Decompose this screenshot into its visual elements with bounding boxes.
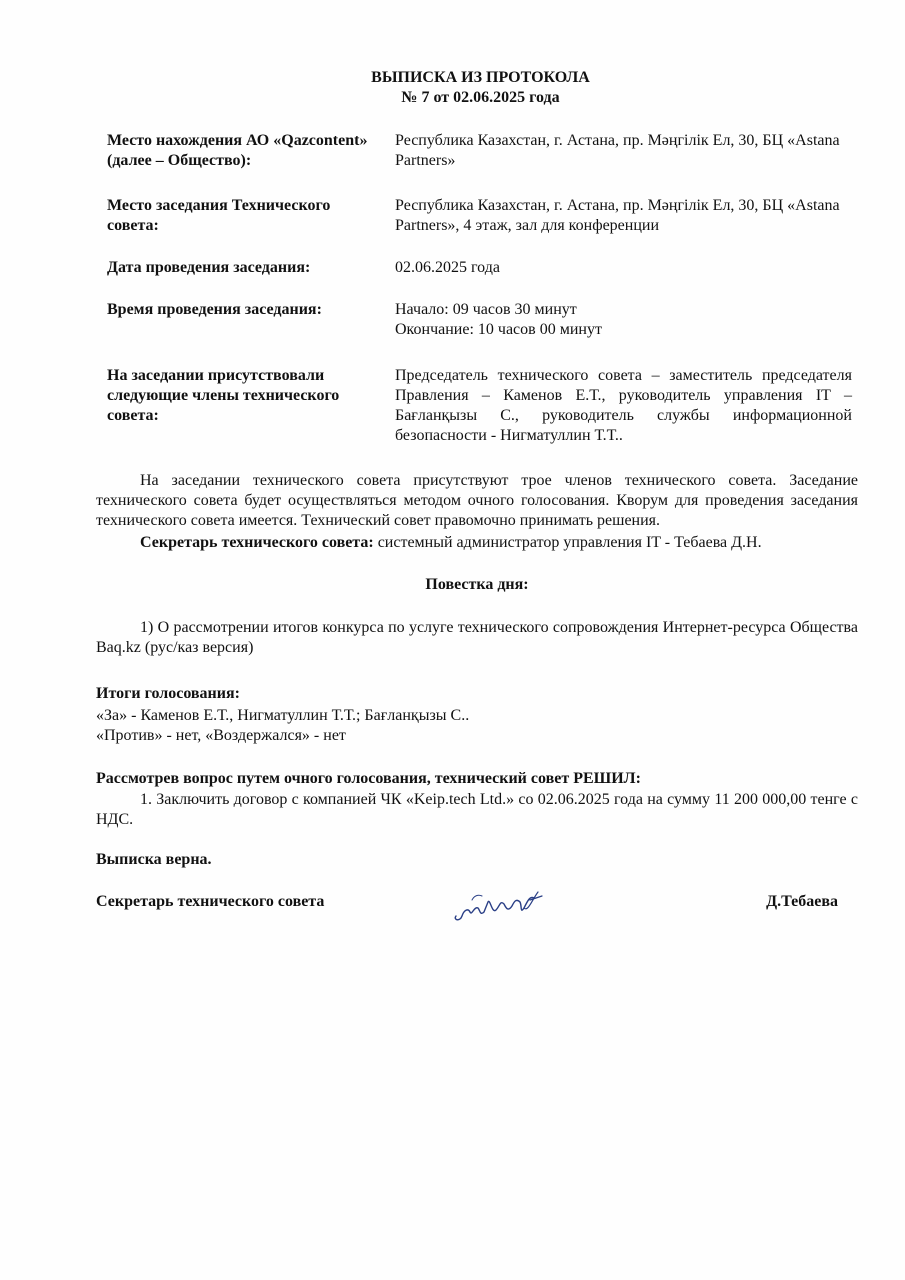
secretary-label: Секретарь технического совета: xyxy=(140,534,374,551)
attendees-label: На заседании присутствовали следующие члены технического совета: xyxy=(107,367,340,424)
document-title: ВЫПИСКА ИЗ ПРОТОКОЛА xyxy=(371,69,590,86)
attendees-value: Председатель технического совета – заместитель председателя Правления – Каменов Е.Т., руководитель управления IT – Бағланқызы С., руководитель службы информационной безопасности - Нигматуллин Т.Т.. xyxy=(395,367,852,444)
meeting-place-value: Республика Казахстан, г. Астана, пр. Мәңгілік Ел, 30, БЦ «Astana Partners», 4 этаж, зал для конференции xyxy=(395,197,840,234)
document-title-block xyxy=(0,68,905,108)
time-start: Начало: 09 часов 30 минут xyxy=(395,301,577,318)
voting-for: «За» - Каменов Е.Т., Нигматуллин Т.Т.; Бағланқызы С.. xyxy=(96,707,470,724)
date-value: 02.06.2025 года xyxy=(395,259,500,276)
signature-role: Секретарь технического совета xyxy=(96,893,325,910)
time-end: Окончание: 10 часов 00 минут xyxy=(395,321,602,338)
time-label: Время проведения заседания: xyxy=(107,301,322,318)
decision-item: 1. Заключить договор с компанией ЧК «Keip.tech Ltd.» со 02.06.2025 года на сумму 11 200 000,00 тенге с НДС. xyxy=(96,791,858,828)
voting-heading: Итоги голосования: xyxy=(96,685,240,702)
location-label: Место нахождения АО «Qazcontent» (далее – Общество): xyxy=(107,132,368,169)
secretary-line xyxy=(96,533,858,553)
document-number-date: № 7 от 02.06.2025 года xyxy=(401,89,560,106)
signature-name: Д.Тебаева xyxy=(766,893,838,910)
decision-heading: Рассмотрев вопрос путем очного голосования, технический совет РЕШИЛ: xyxy=(96,770,641,787)
agenda-item: 1) О рассмотрении итогов конкурса по услуге технического сопровождения Интернет-ресурса Общества Baq.kz (рус/каз версия) xyxy=(96,619,858,656)
meeting-place-label: Место заседания Технического совета: xyxy=(107,197,331,234)
time-values xyxy=(395,300,852,340)
handwritten-signature xyxy=(450,878,550,928)
agenda-heading: Повестка дня: xyxy=(425,576,529,593)
location-value: Республика Казахстан, г. Астана, пр. Мәңгілік Ел, 30, БЦ «Astana Partners» xyxy=(395,132,840,169)
extract-correct: Выписка верна. xyxy=(96,851,212,868)
date-label: Дата проведения заседания: xyxy=(107,259,311,276)
quorum-paragraph: На заседании технического совета присутствуют трое членов технического совета. Заседание технического совета будет осуществляться методом очного голосования. Кворум для проведения заседания технического совета имеется. Технический совет правомочно принимать решения. xyxy=(96,472,858,529)
voting-against: «Против» - нет, «Воздержался» - нет xyxy=(96,727,346,744)
secretary-value: системный администратор управления IT - Тебаева Д.Н. xyxy=(373,534,762,551)
